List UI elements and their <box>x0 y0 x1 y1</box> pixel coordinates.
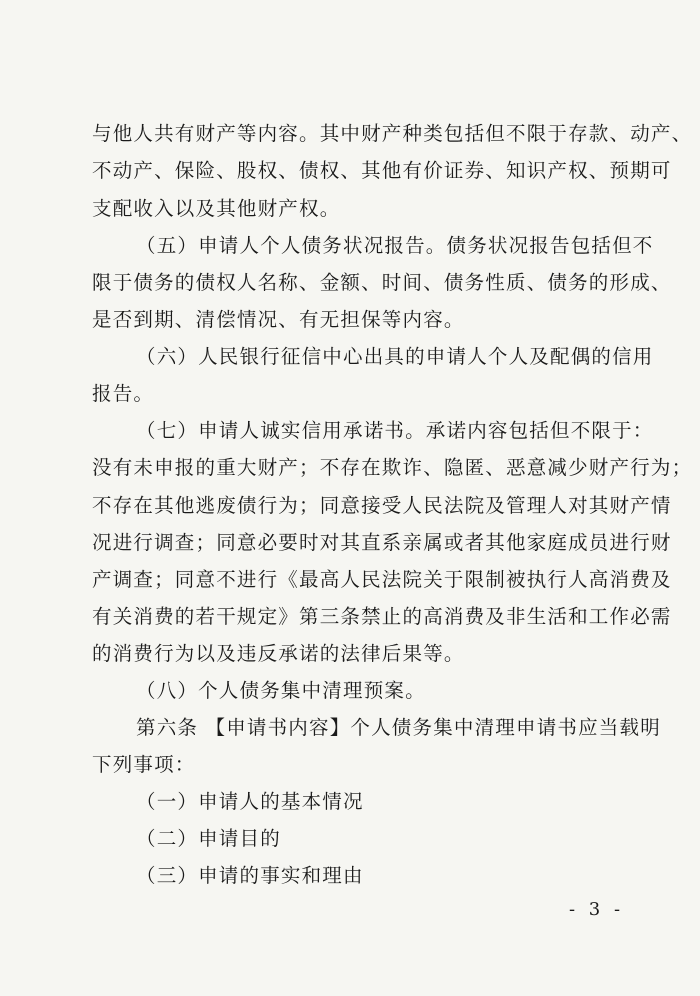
text-line: （六）人民银行征信中心出具的申请人个人及配偶的信用 <box>136 345 654 368</box>
text-line: （一）申请人的基本情况 <box>136 790 364 813</box>
text-line: （二）申请目的 <box>136 827 281 850</box>
text-line: 报告。 <box>92 382 155 405</box>
text-line: （五）申请人个人债务状况报告。债务状况报告包括但不 <box>136 234 654 257</box>
page-number: - 3 - <box>569 899 625 920</box>
text-line: 产调查；同意不进行《最高人民法院关于限制被执行人高消费及 <box>92 568 672 591</box>
text-line: 有关消费的若干规定》第三条禁止的高消费及非生活和工作必需 <box>92 605 672 628</box>
text-line: 第六条 【申请书内容】个人债务集中清理申请书应当载明 <box>136 716 661 739</box>
text-line: 不动产、保险、股权、债权、其他有价证券、知识产权、预期可 <box>92 159 672 182</box>
text-line: 支配收入以及其他财产权。 <box>92 197 341 220</box>
text-line: 与他人共有财产等内容。其中财产种类包括但不限于存款、动产、 <box>92 122 693 145</box>
text-line: （八）个人债务集中清理预案。 <box>136 679 426 702</box>
text-line: 不存在其他逃废债行为；同意接受人民法院及管理人对其财产情 <box>92 494 672 517</box>
text-line: 况进行调查；同意必要时对其直系亲属或者其他家庭成员进行财 <box>92 531 672 554</box>
text-line: 限于债务的债权人名称、金额、时间、债务性质、债务的形成、 <box>92 271 672 294</box>
text-line: （七）申请人诚实信用承诺书。承诺内容包括但不限于： <box>136 419 654 442</box>
text-line: 的消费行为以及违反承诺的法律后果等。 <box>92 642 465 665</box>
text-line: （三）申请的事实和理由 <box>136 864 364 887</box>
text-line: 没有未申报的重大财产；不存在欺诈、隐匿、恶意减少财产行为； <box>92 456 693 479</box>
text-line: 是否到期、清偿情况、有无担保等内容。 <box>92 308 465 331</box>
text-line: 下列事项： <box>92 753 196 776</box>
